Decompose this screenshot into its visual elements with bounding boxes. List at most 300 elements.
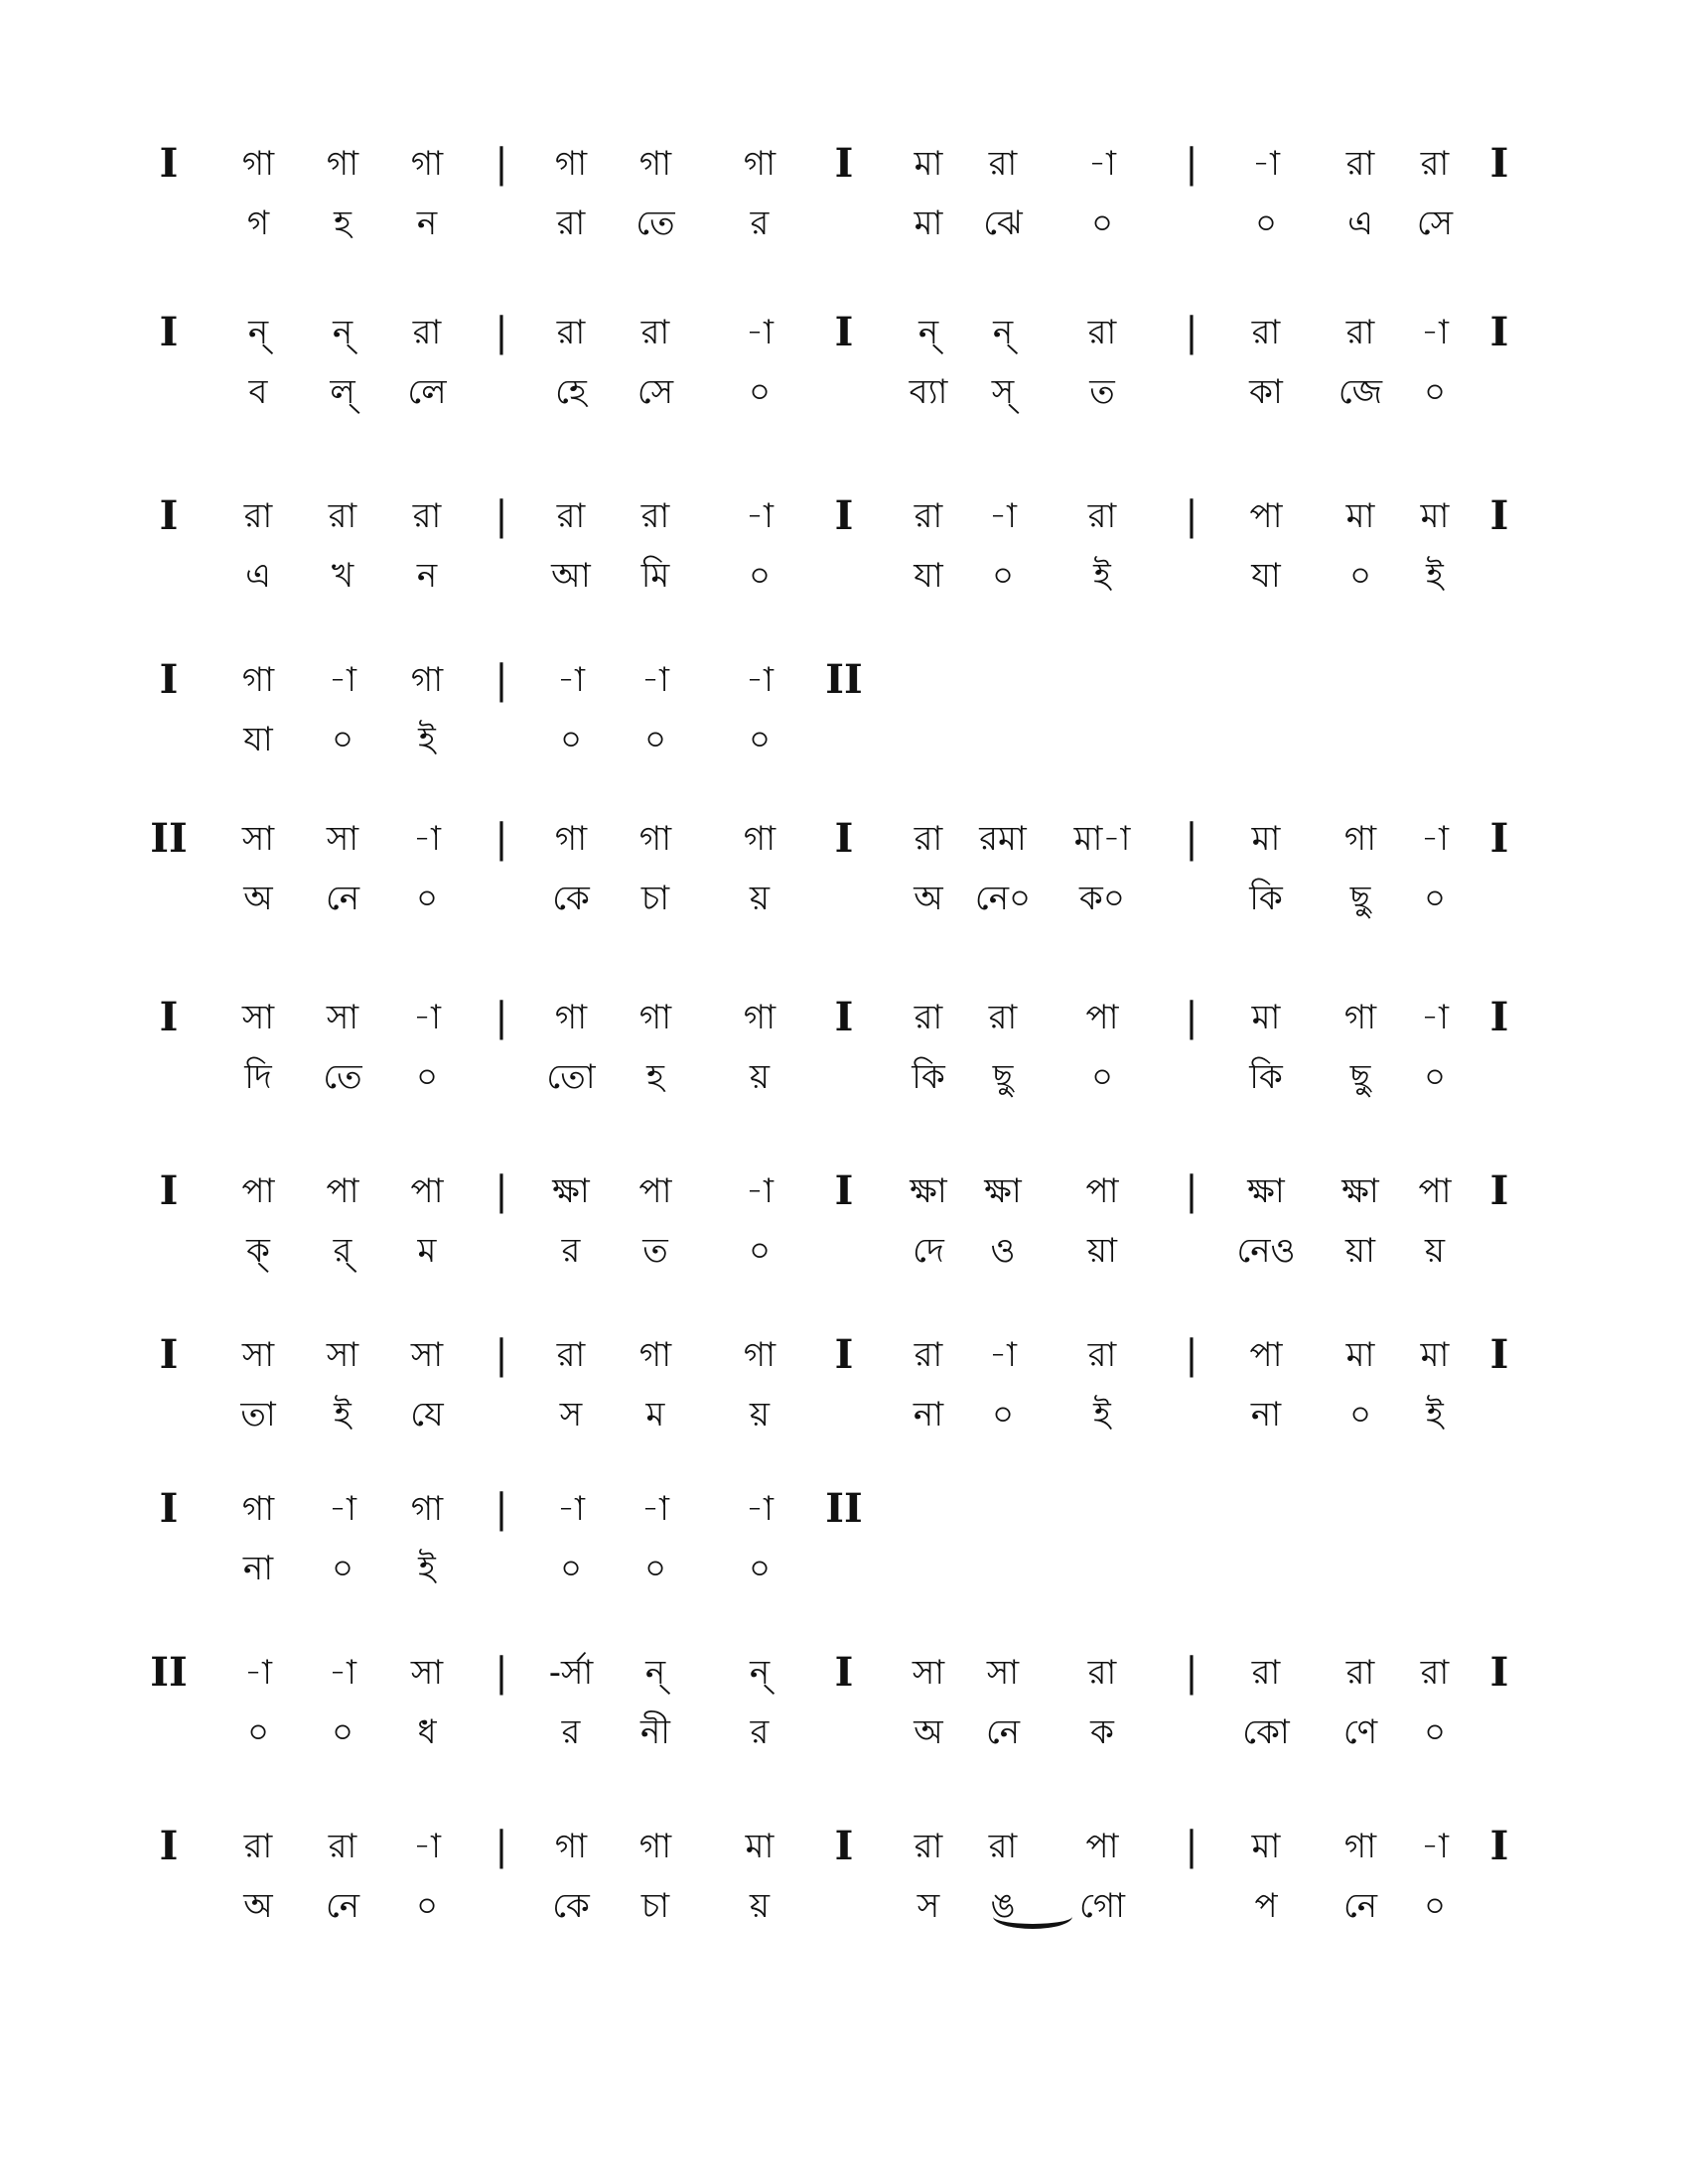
note: মা: [745, 1827, 774, 1866]
lyric-syllable: স্: [991, 372, 1015, 412]
beat-divider: |: [1185, 310, 1198, 355]
note: -া: [413, 1827, 441, 1866]
lyric-syllable: ০: [331, 720, 354, 759]
note: রা: [988, 998, 1018, 1037]
note: সা: [326, 998, 359, 1037]
note: রা: [556, 313, 586, 352]
note: ন্: [992, 313, 1014, 352]
bar-line: I: [159, 1167, 179, 1214]
beat-divider: |: [1185, 141, 1198, 187]
lyric-syllable: ম: [645, 1395, 665, 1434]
lyric-syllable: ছু: [1349, 879, 1371, 918]
lyric-syllable: না: [913, 1395, 944, 1434]
note: -া: [557, 660, 585, 700]
lyric-syllable: ল্: [330, 372, 355, 412]
note: গা: [638, 1827, 672, 1866]
lyric-syllable: স: [559, 1395, 583, 1434]
bar-line: I: [834, 1167, 854, 1214]
stanza-11-lyrics-line: [0, 1886, 1688, 1966]
lyric-syllable: ক: [1090, 1712, 1114, 1752]
note: রা: [1087, 1335, 1117, 1375]
lyric-syllable: য়: [1424, 1231, 1446, 1271]
lyric-syllable: লে: [407, 372, 447, 412]
note: -া: [413, 998, 441, 1037]
lyric-syllable: যা: [1251, 556, 1281, 596]
stanza-8-lyrics-line: [0, 1395, 1688, 1474]
lyric-syllable: মি: [640, 556, 670, 596]
lyric-syllable: হে: [555, 372, 587, 412]
note: গা: [638, 144, 672, 184]
lyric-syllable: জে: [1337, 372, 1383, 412]
note: রা: [1420, 1653, 1450, 1693]
bar-line: I: [1489, 1331, 1509, 1378]
lyric-syllable: ০: [415, 1057, 439, 1097]
note: মা: [1345, 496, 1375, 536]
lyric-syllable: অ: [243, 1886, 273, 1926]
note: সা: [986, 1653, 1020, 1693]
lyric-syllable: ০: [1090, 1057, 1114, 1097]
note: গা: [554, 998, 588, 1037]
lyric-syllable: গো: [1079, 1886, 1125, 1926]
note: রা: [1087, 496, 1117, 536]
lyric-syllable: কি: [1249, 1057, 1283, 1097]
beat-divider: |: [494, 493, 508, 539]
bar-line: I: [1489, 140, 1509, 187]
note: -া: [989, 496, 1017, 536]
lyric-syllable: এ: [1347, 204, 1373, 243]
stanza-7-lyrics-line: [0, 1231, 1688, 1310]
lyric-syllable: তো: [546, 1057, 596, 1097]
lyric-syllable: ০: [1423, 1712, 1447, 1752]
lyric-syllable: ন: [416, 204, 438, 243]
note: ক্ষা: [1247, 1171, 1285, 1211]
bar-line: I: [1489, 1167, 1509, 1214]
bar-line: I: [159, 656, 179, 703]
beat-divider: |: [1185, 1168, 1198, 1214]
bar-line: I: [1489, 1823, 1509, 1869]
note: পা: [410, 1171, 444, 1211]
note: পা: [326, 1171, 359, 1211]
beat-divider: |: [1185, 1824, 1198, 1869]
note: সা: [241, 819, 275, 859]
note: সা: [326, 1335, 359, 1375]
lyric-syllable: নেও: [1236, 1231, 1296, 1271]
beat-divider: |: [494, 657, 508, 703]
note: গা: [638, 1335, 672, 1375]
lyric-syllable: ০: [748, 720, 772, 759]
lyric-syllable: ০: [559, 1549, 583, 1588]
note: গা: [410, 660, 444, 700]
lyric-syllable: তা: [240, 1395, 276, 1434]
lyric-syllable: নে: [1342, 1886, 1378, 1926]
lyric-syllable: য়া: [1345, 1231, 1375, 1271]
lyric-syllable: মা: [914, 204, 943, 243]
lyric-syllable: ত: [1089, 372, 1115, 412]
beat-divider: |: [494, 1332, 508, 1378]
lyric-syllable: ০: [643, 720, 667, 759]
lyric-syllable: যে: [410, 1395, 444, 1434]
note: রা: [988, 144, 1018, 184]
note: গা: [1343, 1827, 1377, 1866]
beat-divider: |: [1185, 995, 1198, 1040]
bar-line: I: [1489, 815, 1509, 862]
note: গা: [743, 1335, 776, 1375]
lyric-syllable: এ: [245, 556, 271, 596]
slur-mark: [993, 1904, 1072, 1929]
lyric-syllable: অ: [243, 879, 273, 918]
note: মা: [1251, 998, 1281, 1037]
note: রা: [1345, 144, 1375, 184]
lyric-syllable: না: [1250, 1395, 1282, 1434]
note: ন্: [917, 313, 939, 352]
note: -া: [1421, 819, 1449, 859]
lyric-syllable: ছু: [992, 1057, 1014, 1097]
lyric-syllable: তে: [323, 1057, 362, 1097]
bar-line: I: [834, 1331, 854, 1378]
note: ন্: [332, 313, 353, 352]
lyric-syllable: ০: [415, 1886, 439, 1926]
beat-divider: |: [1185, 493, 1198, 539]
lyric-syllable: ০: [1348, 556, 1372, 596]
lyric-syllable: সে: [636, 372, 674, 412]
lyric-syllable: ত: [642, 1231, 668, 1271]
note: -া: [329, 1489, 356, 1529]
lyric-syllable: ০: [331, 1712, 354, 1752]
lyric-syllable: ০: [748, 1231, 772, 1271]
bar-line: I: [159, 492, 179, 539]
stanza-2-lyrics-line: [0, 372, 1688, 452]
note: -া: [329, 1653, 356, 1693]
lyric-syllable: অ: [914, 1712, 943, 1752]
lyric-syllable: র: [750, 204, 770, 243]
note: রা: [988, 1827, 1018, 1866]
lyric-syllable: চা: [640, 1886, 670, 1926]
lyric-syllable: রা: [556, 204, 586, 243]
beat-divider: |: [494, 995, 508, 1040]
lyric-syllable: ম: [417, 1231, 437, 1271]
note: রা: [1345, 1653, 1375, 1693]
lyric-syllable: খ: [331, 556, 354, 596]
note: মা-া: [1073, 819, 1131, 859]
lyric-syllable: ০: [1254, 204, 1278, 243]
lyric-syllable: ই: [1426, 1395, 1444, 1434]
lyric-syllable: চা: [640, 879, 670, 918]
bar-line: I: [159, 1331, 179, 1378]
note: গা: [638, 819, 672, 859]
double-bar: II: [825, 1485, 863, 1532]
stanza-5-lyrics-line: [0, 879, 1688, 958]
note: রা: [1420, 144, 1450, 184]
lyric-syllable: ০: [991, 556, 1015, 596]
note: রা: [412, 496, 442, 536]
note: রা: [1087, 1653, 1117, 1693]
lyric-syllable: ০: [331, 1549, 354, 1588]
note: সা: [241, 998, 275, 1037]
stanza-10-lyrics-line: [0, 1712, 1688, 1792]
note: সা: [410, 1335, 444, 1375]
note: -া: [1421, 998, 1449, 1037]
lyric-syllable: ০: [643, 1549, 667, 1588]
lyric-syllable: র: [561, 1712, 581, 1752]
note: পা: [241, 1171, 275, 1211]
beat-divider: |: [1185, 816, 1198, 862]
lyric-syllable: কে: [552, 1886, 590, 1926]
note: -া: [746, 496, 774, 536]
beat-divider: |: [494, 816, 508, 862]
note: রা: [556, 1335, 586, 1375]
note: গা: [410, 144, 444, 184]
beat-divider: |: [1185, 1650, 1198, 1696]
note: -া: [1252, 144, 1280, 184]
bar-line: I: [834, 994, 854, 1040]
lyric-syllable: কে: [552, 879, 590, 918]
note: পা: [1249, 496, 1283, 536]
lyric-syllable: ০: [1423, 879, 1447, 918]
bar-line: I: [159, 1485, 179, 1532]
stanza-4-lyrics-line: [0, 720, 1688, 799]
note: সা: [410, 1653, 444, 1693]
lyric-syllable: ই: [334, 1395, 352, 1434]
note: ক্ষা: [910, 1171, 947, 1211]
note: রা: [914, 1335, 943, 1375]
lyric-syllable: কা: [1249, 372, 1283, 412]
lyric-syllable: হ: [334, 204, 352, 243]
note: গা: [1343, 998, 1377, 1037]
note: ক্ষা: [552, 1171, 590, 1211]
stanza-3-lyrics-line: [0, 556, 1688, 635]
bar-line: I: [834, 492, 854, 539]
bar-line: I: [159, 1823, 179, 1869]
lyric-syllable: নে: [325, 879, 360, 918]
double-bar: II: [150, 815, 188, 862]
bar-line: I: [834, 1649, 854, 1696]
note: -া: [746, 1171, 774, 1211]
lyric-syllable: ০: [1348, 1395, 1372, 1434]
lyric-syllable: ০: [1423, 1057, 1447, 1097]
lyric-syllable: ই: [418, 720, 436, 759]
lyric-syllable: আ: [551, 556, 591, 596]
note: মা: [914, 144, 943, 184]
note: রা: [243, 1827, 273, 1866]
note: রা: [412, 313, 442, 352]
lyric-syllable: ০: [748, 372, 772, 412]
lyric-syllable: ০: [559, 720, 583, 759]
beat-divider: |: [494, 1168, 508, 1214]
note: -া: [329, 660, 356, 700]
note: গা: [743, 144, 776, 184]
note: -া: [641, 1489, 669, 1529]
lyric-syllable: ই: [1426, 556, 1444, 596]
lyric-syllable: ই: [1093, 1395, 1111, 1434]
note: সা: [912, 1653, 945, 1693]
bar-line: I: [1489, 1649, 1509, 1696]
lyric-syllable: কো: [1242, 1712, 1290, 1752]
lyric-syllable: ঝে: [983, 204, 1023, 243]
note: রা: [914, 496, 943, 536]
note: -া: [746, 313, 774, 352]
note: গা: [554, 819, 588, 859]
lyric-syllable: ব্যা: [909, 372, 948, 412]
note: রা: [556, 496, 586, 536]
note: গা: [410, 1489, 444, 1529]
lyric-syllable: ০: [1423, 372, 1447, 412]
lyric-syllable: ক্: [246, 1231, 270, 1271]
lyric-syllable: ণে: [1342, 1712, 1378, 1752]
lyric-syllable: না: [242, 1549, 274, 1588]
lyric-syllable: ০: [748, 1549, 772, 1588]
note: গা: [554, 144, 588, 184]
note: ন্: [749, 1653, 771, 1693]
lyric-syllable: স: [916, 1886, 940, 1926]
note: রা: [328, 1827, 357, 1866]
note: -া: [1088, 144, 1116, 184]
note: রা: [914, 998, 943, 1037]
note: মা: [1251, 1827, 1281, 1866]
beat-divider: |: [494, 1824, 508, 1869]
lyric-syllable: ও: [990, 1231, 1016, 1271]
lyric-syllable: ০: [246, 1712, 270, 1752]
note: রা: [328, 496, 357, 536]
beat-divider: |: [494, 1486, 508, 1532]
lyric-syllable: ই: [1093, 556, 1111, 596]
lyric-syllable: ধ: [417, 1712, 437, 1752]
lyric-syllable: প: [1254, 1886, 1278, 1926]
lyric-syllable: যা: [914, 556, 943, 596]
beat-divider: |: [1185, 1332, 1198, 1378]
lyric-syllable: ন: [416, 556, 438, 596]
stanza-6-lyrics-line: [0, 1057, 1688, 1137]
bar-line: I: [1489, 994, 1509, 1040]
bar-line: I: [834, 815, 854, 862]
note: রা: [243, 496, 273, 536]
note: মা: [1420, 1335, 1450, 1375]
lyric-syllable: ঙ: [990, 1886, 1016, 1926]
note: ন্: [644, 1653, 666, 1693]
lyric-syllable: নে০: [974, 879, 1032, 918]
beat-divider: |: [494, 1650, 508, 1696]
lyric-syllable: ০: [1090, 204, 1114, 243]
lyric-syllable: হ: [646, 1057, 664, 1097]
stanza-9-lyrics-line: [0, 1549, 1688, 1628]
lyric-syllable: নে: [985, 1712, 1021, 1752]
note: পা: [638, 1171, 672, 1211]
note: -া: [244, 1653, 272, 1693]
lyric-syllable: ০: [1423, 1886, 1447, 1926]
note: -া: [746, 660, 774, 700]
note: গা: [743, 819, 776, 859]
note: ক্ষা: [984, 1171, 1022, 1211]
note: পা: [1085, 998, 1119, 1037]
note: গা: [554, 1827, 588, 1866]
bar-line: I: [834, 309, 854, 355]
note: পা: [1085, 1171, 1119, 1211]
note: রা: [1251, 313, 1281, 352]
lyric-syllable: র: [561, 1231, 581, 1271]
stanza-1-lyrics-line: [0, 204, 1688, 283]
lyric-syllable: য়: [749, 1057, 771, 1097]
note: গা: [241, 1489, 275, 1529]
note: রা: [640, 496, 670, 536]
note: মা: [1420, 496, 1450, 536]
note: পা: [1085, 1827, 1119, 1866]
lyric-syllable: কি: [1249, 879, 1283, 918]
double-bar: II: [150, 1649, 188, 1696]
note: -া: [641, 660, 669, 700]
note: রমা: [979, 819, 1027, 859]
note: পা: [1249, 1335, 1283, 1375]
note: সা: [326, 819, 359, 859]
lyric-syllable: র: [750, 1712, 770, 1752]
note: রা: [640, 313, 670, 352]
lyric-syllable: কি: [912, 1057, 945, 1097]
lyric-syllable: য়: [749, 879, 771, 918]
lyric-syllable: ০: [991, 1395, 1015, 1434]
lyric-syllable: নে: [325, 1886, 360, 1926]
lyric-syllable: ০: [415, 879, 439, 918]
lyric-syllable: য়: [749, 1886, 771, 1926]
note: -া: [746, 1489, 774, 1529]
lyric-syllable: ছু: [1349, 1057, 1371, 1097]
note: রা: [1251, 1653, 1281, 1693]
beat-divider: |: [494, 310, 508, 355]
lyric-syllable: সে: [1416, 204, 1454, 243]
bar-line: I: [1489, 492, 1509, 539]
bar-line: I: [159, 140, 179, 187]
lyric-syllable: অ: [914, 879, 943, 918]
note: -া: [1421, 313, 1449, 352]
note: ন্: [247, 313, 269, 352]
lyric-syllable: যা: [243, 720, 273, 759]
bar-line: I: [834, 140, 854, 187]
lyric-syllable: দি: [244, 1057, 272, 1097]
note: গা: [241, 660, 275, 700]
note: সা: [241, 1335, 275, 1375]
lyric-syllable: ব: [248, 372, 268, 412]
note: গা: [326, 144, 359, 184]
note: রা: [914, 819, 943, 859]
note: মা: [1345, 1335, 1375, 1375]
lyric-syllable: য়া: [1087, 1231, 1117, 1271]
lyric-syllable: তে: [635, 204, 675, 243]
lyric-syllable: র্: [333, 1231, 352, 1271]
lyric-syllable: ক০: [1079, 879, 1125, 918]
note: -া: [1421, 1827, 1449, 1866]
lyric-syllable: গ: [246, 204, 270, 243]
lyric-syllable: য়: [749, 1395, 771, 1434]
note: -া: [989, 1335, 1017, 1375]
note: -া: [557, 1489, 585, 1529]
beat-divider: |: [494, 141, 508, 187]
lyric-syllable: ০: [748, 556, 772, 596]
note: গা: [743, 998, 776, 1037]
note: রা: [914, 1827, 943, 1866]
note: গা: [638, 998, 672, 1037]
lyric-syllable: ই: [418, 1549, 436, 1588]
note: -া: [413, 819, 441, 859]
bar-line: I: [1489, 309, 1509, 355]
lyric-syllable: দে: [913, 1231, 944, 1271]
note: গা: [241, 144, 275, 184]
double-bar: II: [825, 656, 863, 703]
note: ক্ষা: [1341, 1171, 1379, 1211]
lyric-syllable: নী: [639, 1712, 671, 1752]
note: -র্সা: [548, 1653, 594, 1693]
bar-line: I: [159, 994, 179, 1040]
note: রা: [1087, 313, 1117, 352]
note: পা: [1418, 1171, 1452, 1211]
bar-line: I: [159, 309, 179, 355]
note: রা: [1345, 313, 1375, 352]
